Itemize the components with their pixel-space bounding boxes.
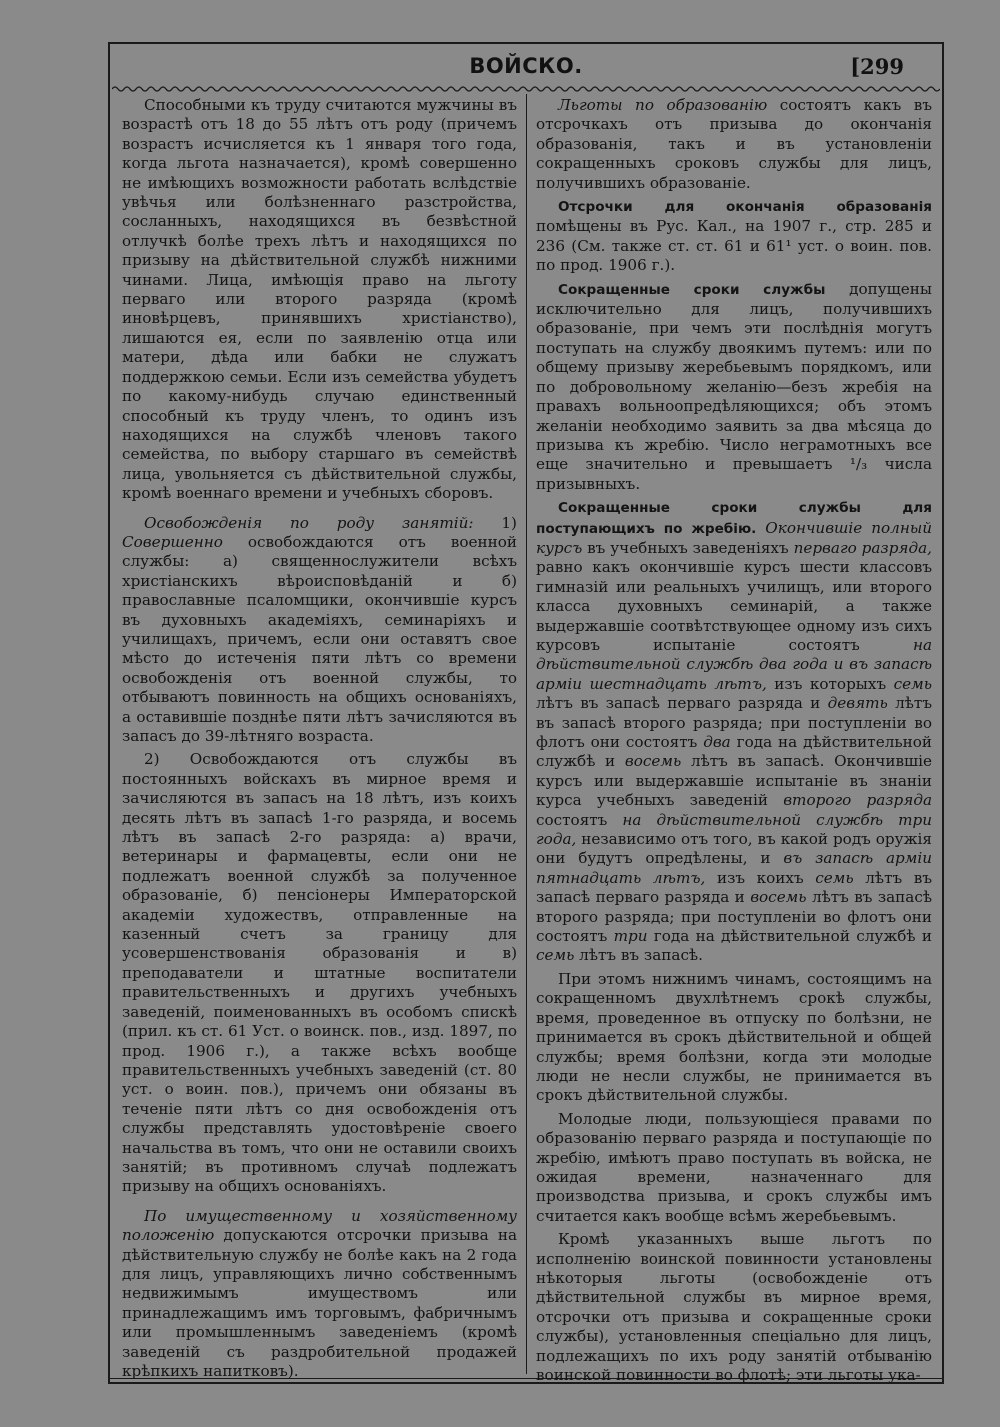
- text-run-italic: Окончившіе полный курсъ: [536, 518, 932, 557]
- paragraph-education-deferrals: [536, 197, 932, 276]
- paragraph-education-benefits: [536, 96, 932, 193]
- paragraph-early-enlistment: Молодые люди, пользующіеся правами по образованію перваго разряда и поступающіе по жребію, имѣютъ право поступать въ войска, не ожидая времени, назначеннаго для производства призыва, и срокъ службы имъ считается какъ вообще всѣмъ жеребьевымъ.: [536, 1109, 932, 1225]
- text-run: лѣтъ въ запасѣ второго разряда; при поступленіи во флотъ они состоятъ: [536, 888, 933, 946]
- deferrals-heading: Отсрочки для окончанія образованія: [558, 199, 932, 216]
- text-run: освобождаются отъ военной службы: а) священнослужители всѣхъ христіанскихъ вѣроисповѣданій и б) православные псаломщики, окончившіе курсъ въ духовныхъ академіяхъ, семинаріяхъ и училищахъ, причемъ, если они оставятъ свое мѣсто до истеченія пяти лѣтъ со времени освобожденія отъ военной службы, то отбываютъ повинность на общихъ основаніяхъ, а оставившіе позднѣе пяти лѣтъ зачисляются въ запасъ до 39-лѣтняго возраста.: [122, 532, 517, 745]
- text-run-italic: семь: [815, 868, 854, 887]
- text-run-italic: восемь: [624, 752, 682, 771]
- text-run: допущены исключительно для лицъ, получившихъ образованіе, при чемъ эти послѣднія могутъ поступать на службу двоякимъ путемъ: или по общему призыву жеребьевымъ порядкомъ, или по добровольному желанію—безъ жребія на правахъ вольноопредѣляющихся; объ этомъ желаніи необходимо заявить за два мѣсяца до призыва къ жребію. Число неграмотныхъ все еще значительно и превышаетъ ¹/₃ числа призывныхъ.: [536, 279, 932, 493]
- text-run-italic: на дѣйствительной службѣ три года,: [536, 810, 932, 849]
- text-run-italic: семь: [536, 946, 575, 965]
- paragraph-sick-leave: При этомъ нижнимъ чинамъ, состоящимъ на сокращенномъ двухлѣтнемъ срокѣ службы, время, проведенное въ отпуску по болѣзни, не принимается въ срокъ дѣйствительной и общей службы; время болѣзни, когда эти молодые люди не несли службы, не принимается въ срокъ дѣйствительной службы.: [536, 969, 932, 1105]
- page-header: [112, 54, 940, 84]
- column-divider: [526, 94, 527, 1374]
- property-lead: По имущественному и хозяйственному положенію: [122, 1206, 517, 1245]
- text-run-italic: восемь: [750, 888, 807, 907]
- text-run-italic: на дѣйствительной службѣ два года и въ запасѣ арміи шестнадцать лѣтъ,: [536, 635, 932, 693]
- paragraph-able-to-work: Способными къ труду считаются мужчины въ возрастѣ отъ 18 до 55 лѣтъ отъ роду (причемъ возрастъ исчисляется къ 1 января того года, когда льгота назначается), кромѣ совершенно не имѣющихъ возможности работать вслѣдствіе увѣчья или болѣзненнаго разстройства, сосланныхъ, находящихся въ безвѣстной отлучкѣ болѣе трехъ лѣтъ и находящихся по призыву на дѣйствительной службѣ нижними чинами. Лица, имѣющія право на льготу перваго или второго разряда (кромѣ иновѣрцевъ, принявшихъ христіанство), лишаются ея, если по заявленію отца или матери, дѣда или бабки не служатъ поддержкою семьи. Если изъ семейства убудетъ по какому-нибудь случаю единственный способный къ труду членъ, то одинъ изъ находящихся на службѣ членовъ такого семейства, по выбору старшаго въ семействѣ лица, увольняется съ дѣйствительной службы, кромѣ военнаго времени и учебныхъ сборовъ.: [122, 96, 517, 503]
- text-run: изъ которыхъ: [766, 674, 894, 693]
- paragraph-reduced-terms: [536, 280, 932, 494]
- text-run-italic: два: [703, 733, 731, 751]
- page-number: [299: [850, 54, 904, 79]
- text-run-italic: перваго разряда,: [793, 538, 933, 557]
- text-run: лѣтъ въ запасѣ перваго разряда и: [536, 868, 932, 907]
- text-run: лѣтъ въ запасѣ перваго разряда и: [536, 694, 828, 713]
- text-run-italic: семь: [893, 674, 933, 693]
- text-run: изъ коихъ: [705, 868, 816, 887]
- reduced-lot-heading: Сокращенные сроки службы для поступающихъ по жребію.: [536, 500, 932, 537]
- right-column: [536, 96, 932, 1389]
- text-run: лѣтъ въ запасѣ.: [574, 946, 703, 965]
- text-run: года на дѣйствительной службѣ и: [647, 927, 932, 946]
- text-run: 1): [473, 513, 517, 532]
- text-run: въ учебныхъ заведеніяхъ: [582, 538, 794, 557]
- paragraph-occupation-exemptions: [122, 514, 517, 747]
- text-run: года на дѣйствительной службѣ и: [536, 733, 933, 771]
- text-run: равно какъ окончившіе курсъ шести классовъ гимназій или реальныхъ училищъ, или второго класса духовныхъ семинарій, а также выдержавшіе соотвѣтствующее одному изъ сихъ курсовъ испытаніе состоятъ: [536, 558, 932, 654]
- text-run: состоятъ: [536, 810, 623, 829]
- text-run-italic: въ запасѣ арміи пятнадцать лѣтъ,: [536, 849, 932, 887]
- left-column: [122, 96, 517, 1385]
- wavy-rule: [112, 84, 940, 94]
- running-title: ВОЙСКО.: [469, 54, 583, 78]
- fully-label: Совершенно: [122, 532, 223, 551]
- reduced-terms-heading: Сокращенные сроки службы: [558, 281, 826, 298]
- text-run: лѣтъ въ запасѣ второго разряда; при поступленіи во флотъ они состоятъ: [536, 694, 932, 751]
- text-run-italic: девять: [827, 694, 888, 713]
- paragraph-navy-benefits: Кромѣ указанныхъ выше льготъ по исполненію воинской повинности установлены нѣкоторыя льготы (освобожденіе отъ дѣйствительной службы въ мирное время, отсрочки отъ призыва и сокращенные сроки службы), установленныя спеціально для лицъ, подлежащихъ по ихъ роду занятій отбыванію воинской повинности во флотѣ; эти льготы ука-: [536, 1230, 932, 1384]
- occupation-lead: Освобожденія по роду занятій:: [144, 513, 474, 532]
- text-run: независимо отъ того, въ какой родъ оружія они будутъ опредѣлены, и: [536, 830, 932, 868]
- text-run-italic: второго разряда: [783, 791, 932, 810]
- text-run: состоятъ какъ въ отсрочкахъ отъ призыва до окончанія образованія, такъ и въ установленіи сокращенныхъ сроковъ службы для лицъ, получившихъ образованіе.: [536, 96, 932, 192]
- paragraph-second-exemption: 2) Освобождаются отъ службы въ постоянныхъ войскахъ въ мирное время и зачисляются въ запасъ на 18 лѣтъ, изъ коихъ десять лѣтъ въ запасѣ 1-го разряда, и восемь лѣтъ въ запасѣ 2-го разряда: а) врачи, ветеринары и фармацевты, если они не подлежатъ военной службѣ за полученное образованіе, б) пенсіонеры Императорской академіи художествъ, отправленные на казенный счетъ за границу для усовершенствованія образованія и в) преподаватели и штатные воспитатели правительственныхъ и другихъ учебныхъ заведеній, поименованныхъ въ особомъ спискѣ (прил. къ ст. 61 Уст. о воинск. пов., изд. 1897, по прод. 1906 г.), а также всѣхъ вообще правительственныхъ учебныхъ заведеній (ст. 80 уст. о воин. пов.), причемъ они обязаны въ теченіе пяти лѣтъ со дня освобожденія отъ службы представлять удостовѣреніе своего начальства въ томъ, что они не оставили своихъ занятій; въ противномъ случаѣ подлежатъ призыву на общихъ основаніяхъ.: [122, 750, 517, 1196]
- text-run-italic: три: [613, 927, 648, 946]
- text-run: помѣщены въ Рус. Кал., на 1907 г., стр. 285 и 236 (См. также ст. ст. 61 и 61¹ уст. о воин. пов. по прод. 1906 г.).: [536, 217, 932, 275]
- education-lead: Льготы по образованію: [558, 96, 768, 114]
- text-run: допускаются отсрочки призыва на дѣйствительную службу не болѣе какъ на 2 года для лицъ, управляющихъ лично собственнымъ недвижимымъ имуществомъ или принадлежащимъ имъ торговымъ, фабричнымъ или промышленнымъ заведеніемъ (кромѣ заведеній съ раздробительной продажей крѣпкихъ напитковъ).: [122, 1226, 517, 1380]
- paragraph-property-deferral: [122, 1207, 517, 1382]
- text-run: лѣтъ въ запасѣ. Окончившіе курсъ или выдержавшіе испытаніе въ знаніи курса учебныхъ заведеній: [536, 752, 932, 810]
- paragraph-reduced-terms-lot: [536, 498, 932, 966]
